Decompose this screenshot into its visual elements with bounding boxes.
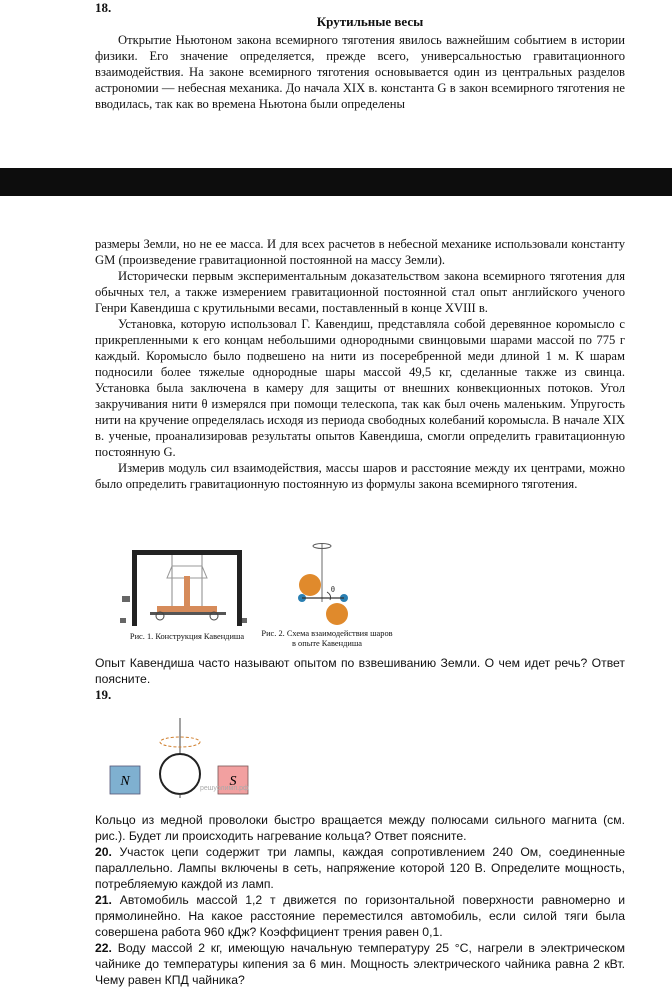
paragraph-1-continued: размеры Земли, но не ее масса. И для всех расчетов в небесной механике использовали константу GM (произведение гравитационной постоянной на массу Земли). [95, 237, 625, 267]
task-19-number: 19. [95, 687, 112, 702]
question-18: Опыт Кавендиша часто называют опытом по взвешиванию Земли. О чем идет речь? Ответ поясните. [95, 656, 625, 686]
large-ball-left [299, 574, 321, 596]
figure-ball-interaction [282, 540, 362, 630]
task-20-text: Участок цепи содержит три лампы, каждая сопротивлением 240 Ом, соединенные параллельно. Лампы включены в сеть, напряжение которой 120 В. Определите мощность, потребляемую каждой из ламп. [95, 845, 625, 891]
watermark: решуолимп.рф [200, 785, 249, 792]
task-22-text: Воду массой 2 кг, имеющую начальную температуру 25 °С, нагрели в электрическом чайнике до температуры кипения за 6 мин. Мощность электрического чайника равна 2 кВт. Чему равен КПД чайника? [95, 941, 626, 987]
figure-1-caption: Рис. 1. Конструкция Кавендиша [129, 632, 245, 641]
paragraph-2: Исторически первым экспериментальным доказательством закона всемирного тяготения для обычных тел, а также измерением гравитационной постоянной стал опыт английского ученого Генри Кавендиша с крутильными весами, поставленный в конце XVIII в. [95, 269, 625, 315]
figure-2-caption [252, 629, 402, 649]
task-20-number: 20. [95, 845, 112, 859]
task-19-text: Кольцо из медной проволоки быстро вращается между полюсами сильного магнита (см. рис.). Будет ли происходить нагревание кольца? Ответ поясните. [95, 813, 625, 843]
figure-magnet-ring [100, 718, 260, 798]
magnet-s-label: S [229, 774, 237, 789]
scan-black-band [0, 168, 672, 196]
task-20 [95, 844, 625, 892]
task-22 [95, 940, 625, 988]
paragraph-4: Измерив модуль сил взаимодействия, массы шаров и расстояние между их центрами, можно было определить гравитационную постоянную из формулы закона всемирного тяготения. [95, 461, 625, 491]
large-ball-right [326, 603, 348, 625]
figure-2-caption-line2: в опыте Кавендиша [291, 639, 363, 648]
theta-label: θ [331, 585, 335, 594]
task-18-question [95, 655, 625, 687]
paragraph-3: Установка, которую использовал Г. Кавендиш, представляла собой деревянное коромысло с прикрепленными к его концам небольшими однородными свинцовыми шарами массой по 775 г каждый. Коромысло было подвешено на нити из посеребренной меди длиной 1 м. К шарам подносили более тяжелые однородные шары массой 49,5 кг, сделанные также из свинца. Установка была заключена в камеру для защиты от внешних конвекционных потоков. Угол закручивания нити θ измерялся при помощи телескопа, так как был очень маленьким. Упругость нити на кручение определялась исходя из периода свободных колебаний коромысла. В начале XIX в. ученые, проанализировав результаты опытов Кавендиша, смогли определить гравитационную постоянную G. [95, 317, 625, 459]
tasks-19-22 [95, 812, 625, 988]
task-18-title: Крутильные весы [316, 14, 424, 29]
task-18-body [95, 236, 625, 492]
task-18-intro [95, 32, 625, 112]
task-22-number: 22. [95, 941, 112, 955]
task-21-text: Автомобиль массой 1,2 т движется по горизонтальной поверхности равномерно и прямолинейно. На какое расстояние переместился автомобиль, если силой тяги была совершена работа 960 кДж? Коэффициент трения равен 0,1. [95, 893, 626, 939]
figure-2-caption-line1: Рис. 2. Схема взаимодействия шаров [261, 629, 393, 638]
figure-cavendish-apparatus [112, 548, 247, 630]
copper-ring [160, 754, 200, 794]
task-21-number: 21. [95, 893, 112, 907]
paragraph-1: Открытие Ньютоном закона всемирного тяготения явилось важнейшим событием в истории физики. Его значение определяется, прежде всего, универсальностью гравитационного взаимодействия. На законе всемирного тяготения основывается один из центральных разделов астрономии — небесная механика. До начала XIX в. константа G в закон всемирного тяготения не вводилась, так как во времена Ньютона были определены [95, 33, 625, 111]
task-21 [95, 892, 625, 940]
magnet-n-label: N [120, 774, 130, 789]
task-18-number: 18. [95, 0, 112, 15]
